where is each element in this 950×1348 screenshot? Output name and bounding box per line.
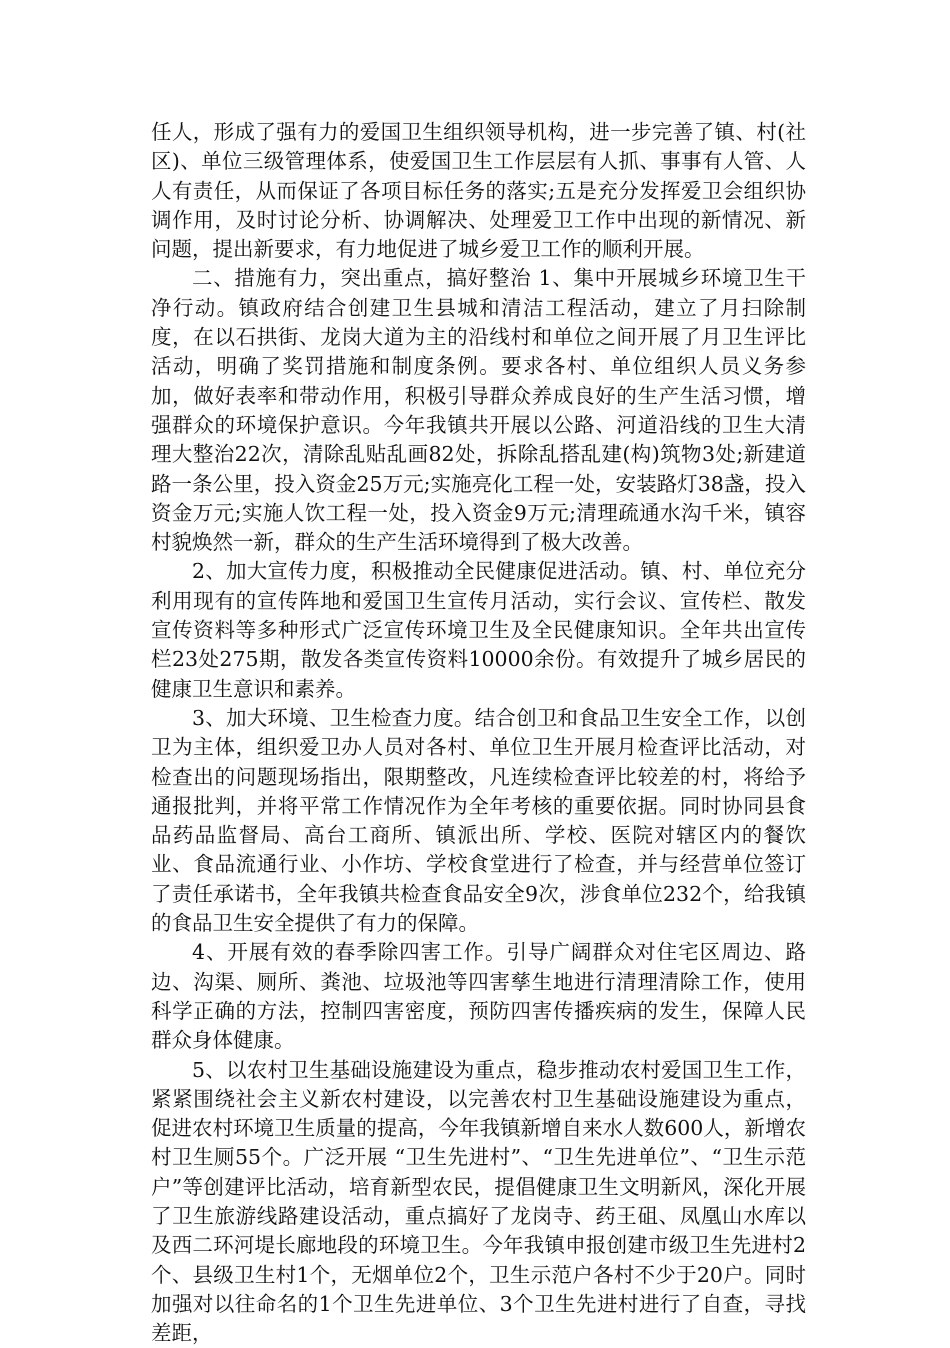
paragraph-item-2: 2、加大宣传力度，积极推动全民健康促进活动。镇、村、单位充分利用现有的宣传阵地和爱国卫生宣传月活动，实行会议、宣传栏、散发宣传资料等多种形式广泛宣传环境卫生及全民健康知识。全年共出宣传栏23处275期，散发各类宣传资料10000余份。有效提升了城乡居民的健康卫生意识和素养。 [151, 557, 806, 703]
paragraph-section-two: 二、措施有力，突出重点，搞好整治 1、集中开展城乡环境卫生干净行动。镇政府结合创建卫生县城和清洁工程活动，建立了月扫除制度，在以石拱街、龙岗大道为主的沿线村和单位之间开展了月卫生评比活动，明确了奖罚措施和制度条例。要求各村、单位组织人员义务参加，做好表率和带动作用，积极引导群众养成良好的生产生活习惯，增强群众的环境保护意识。今年我镇共开展以公路、河道沿线的卫生大清理大整治22次，清除乱贴乱画82处，拆除乱搭乱建(构)筑物3处;新建道路一条公里，投入资金25万元;实施亮化工程一处，安装路灯38盏，投入资金万元;实施人饮工程一处，投入资金9万元;清理疏通水沟千米，镇容村貌焕然一新，群众的生产生活环境得到了极大改善。 [151, 264, 806, 557]
paragraph-item-5: 5、以农村卫生基础设施建设为重点，稳步推动农村爱国卫生工作，紧紧围绕社会主义新农村建设，以完善农村卫生基础设施建设为重点，促进农村环境卫生质量的提高，今年我镇新增自来水人数600人，新增农村卫生厕55个。广泛开展 “卫生先进村”、“卫生先进单位”、“卫生示范户”等创建评比活动，培育新型农民，提倡健康卫生文明新风，深化开展了卫生旅游线路建设活动，重点搞好了龙岗寺、药王砠、凤凰山水库以及西二环河堤长廊地段的环境卫生。今年我镇申报创建市级卫生先进村2个、县级卫生村1个，无烟单位2个，卫生示范户各村不少于20户。同时加强对以往命名的1个卫生先进单位、3个卫生先进村进行了自查，寻找差距， [151, 1056, 806, 1348]
document-body [151, 118, 806, 1348]
paragraph-continuation: 任人，形成了强有力的爱国卫生组织领导机构，进一步完善了镇、村(社区)、单位三级管理体系，使爱国卫生工作层层有人抓、事事有人管、人人有责任，从而保证了各项目标任务的落实;五是充分发挥爱卫会组织协调作用，及时讨论分析、协调解决、处理爱卫工作中出现的新情况、新问题，提出新要求，有力地促进了城乡爱卫工作的顺利开展。 [151, 118, 806, 264]
paragraph-item-4: 4、开展有效的春季除四害工作。引导广阔群众对住宅区周边、路边、沟渠、厕所、粪池、垃圾池等四害孳生地进行清理清除工作，使用科学正确的方法，控制四害密度，预防四害传播疾病的发生，保障人民群众身体健康。 [151, 938, 806, 1055]
paragraph-item-3: 3、加大环境、卫生检查力度。结合创卫和食品卫生安全工作，以创卫为主体，组织爱卫办人员对各村、单位卫生开展月检查评比活动，对检查出的问题现场指出，限期整改，凡连续检查评比较差的村，将给予通报批判，并将平常工作情况作为全年考核的重要依据。同时协同县食品药品监督局、高台工商所、镇派出所、学校、医院对辖区内的餐饮业、食品流通行业、小作坊、学校食堂进行了检查，并与经营单位签订了责任承诺书，全年我镇共检查食品安全9次，涉食单位232个，给我镇的食品卫生安全提供了有力的保障。 [151, 704, 806, 938]
